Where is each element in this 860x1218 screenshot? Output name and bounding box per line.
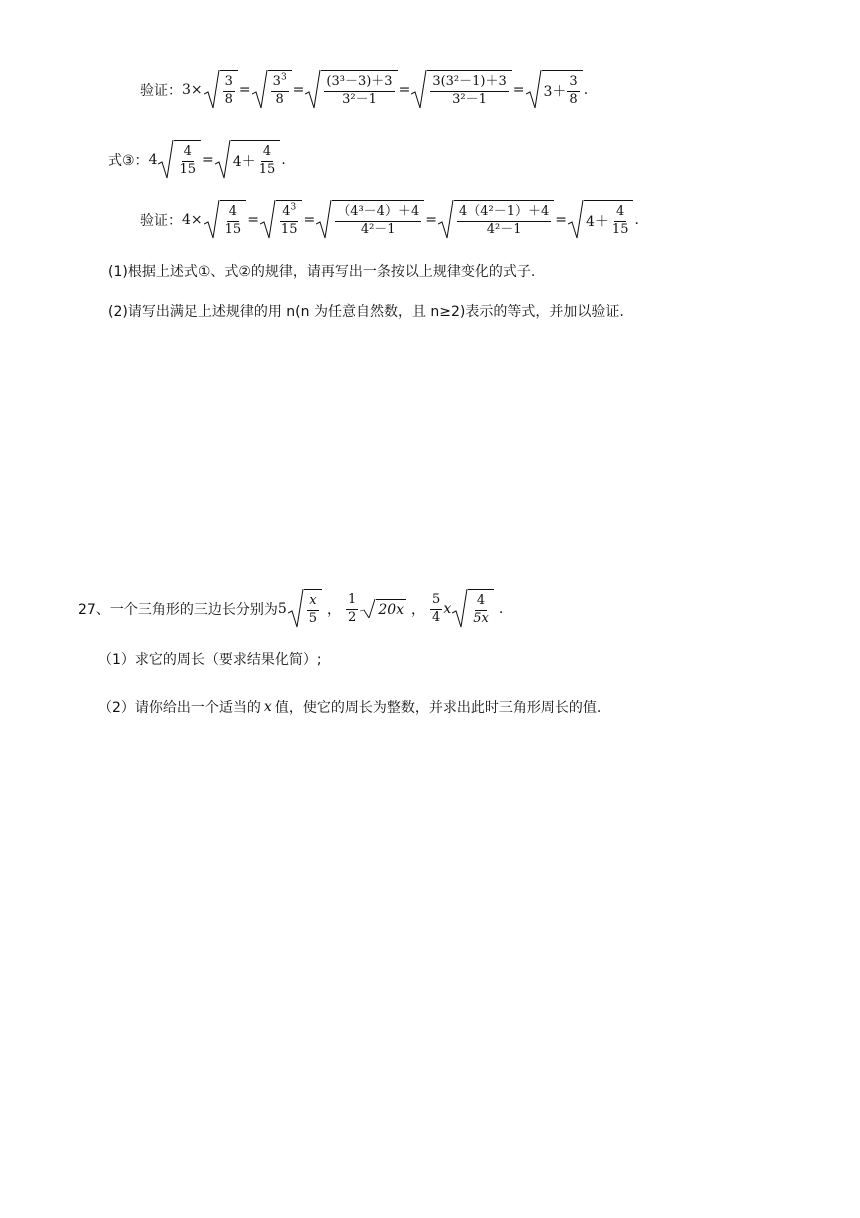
q2-part-b: 值，使它的周长为整数，并求出此时三角形周长的值. (274, 700, 602, 716)
fraction: $\frac{4}{15}$ (224, 204, 242, 237)
sqrt-4 (438, 200, 554, 240)
q2-part-a: （2）请你给出一个适当的 (98, 700, 261, 716)
sqrt-1 (204, 70, 238, 110)
q2-variable: x (263, 699, 272, 715)
sqrt-3 (305, 70, 397, 110)
problem-27-prefix: 27、一个三角形的三边长分别为 (78, 602, 278, 618)
sqrt-4 (411, 70, 511, 110)
sqrt-1 (204, 200, 247, 240)
equals: = (303, 212, 316, 228)
equals: = (292, 82, 305, 98)
fraction: $\frac{4}{5x}$ (473, 593, 489, 626)
fraction: $\frac{\text{4（4²－1）＋4}}{\text{4²－1}}$ (458, 204, 550, 237)
question-1: (1)根据上述式①、式②的规律，请再写出一条按以上规律变化的式子. (108, 264, 536, 280)
side-2-coef-fraction: $\frac{1}{2}$ (348, 592, 357, 625)
fraction: $\frac{4}{15}$ (179, 144, 197, 177)
sqrt-2 (260, 200, 303, 240)
side-3-coef-fraction: $\frac{5}{4}$ (432, 592, 441, 625)
coef: 4 (148, 152, 158, 168)
side-1-coef: 5 (277, 601, 287, 617)
fraction: $\frac{\text{(3³－3)＋3}}{\text{3²－1}}$ (326, 74, 393, 107)
coef: 3× (182, 82, 203, 98)
side-3-var: x (443, 601, 452, 617)
coef: 4× (182, 212, 203, 228)
equals: = (202, 152, 214, 168)
period: . (281, 152, 286, 168)
equals: = (247, 212, 259, 228)
problem-27-stem (78, 586, 503, 632)
separator: ， (411, 602, 426, 618)
period: . (583, 82, 589, 98)
fraction: $\frac{3}{8}$ (569, 74, 578, 107)
separator: ， (327, 602, 342, 618)
side-2-sqrt: 20x (360, 599, 406, 619)
fraction: $\frac{4^3}{15}$ (280, 202, 298, 237)
formula-3-line (108, 138, 286, 182)
fraction: $\frac{\text{（4³－4）＋4}}{\text{4²－1}}$ (337, 204, 420, 237)
sqrt-2 (252, 70, 292, 110)
equals: = (398, 82, 411, 98)
sqrt-1 (158, 140, 201, 180)
fraction: $\frac{4}{15}$ (258, 144, 276, 177)
sqrt-5: 4＋ $\frac{4}{15}$ (568, 200, 633, 240)
verify-label: 验证： (140, 213, 182, 229)
fraction: $\frac{4}{15}$ (611, 204, 629, 237)
equals: = (238, 82, 251, 98)
side-1-sqrt (288, 589, 322, 629)
problem-27-question-1: （1）求它的周长（要求结果化简）; (98, 652, 322, 668)
sqrt-5: 3＋ $\frac{3}{8}$ (526, 70, 583, 110)
sqrt-2: 4＋ $\frac{4}{15}$ (215, 140, 280, 180)
question-2: (2)请写出满足上述规律的用 n(n 为任意自然数，且 n≥2)表示的等式，并加以验证. (108, 304, 624, 320)
sqrt-3 (316, 200, 424, 240)
fraction: $\frac{x}{5}$ (308, 593, 318, 626)
fraction: $\frac{3}{8}$ (224, 74, 233, 107)
equals: = (512, 82, 525, 98)
problem-27-question-2 (98, 696, 601, 718)
fraction: $\frac{\text{3(3²－1)＋3}}{\text{3²－1}}$ (432, 74, 507, 107)
side-3-sqrt (452, 589, 494, 629)
formula-label: 式③： (108, 153, 149, 169)
period: . (634, 212, 639, 228)
fraction: $\frac{3^3}{8}$ (272, 72, 287, 107)
equals: = (425, 212, 437, 228)
equals: = (555, 212, 567, 228)
verify-line-4 (140, 196, 639, 244)
period: . (498, 601, 504, 617)
verify-line-3 (140, 64, 588, 116)
verify-label: 验证： (140, 83, 182, 99)
